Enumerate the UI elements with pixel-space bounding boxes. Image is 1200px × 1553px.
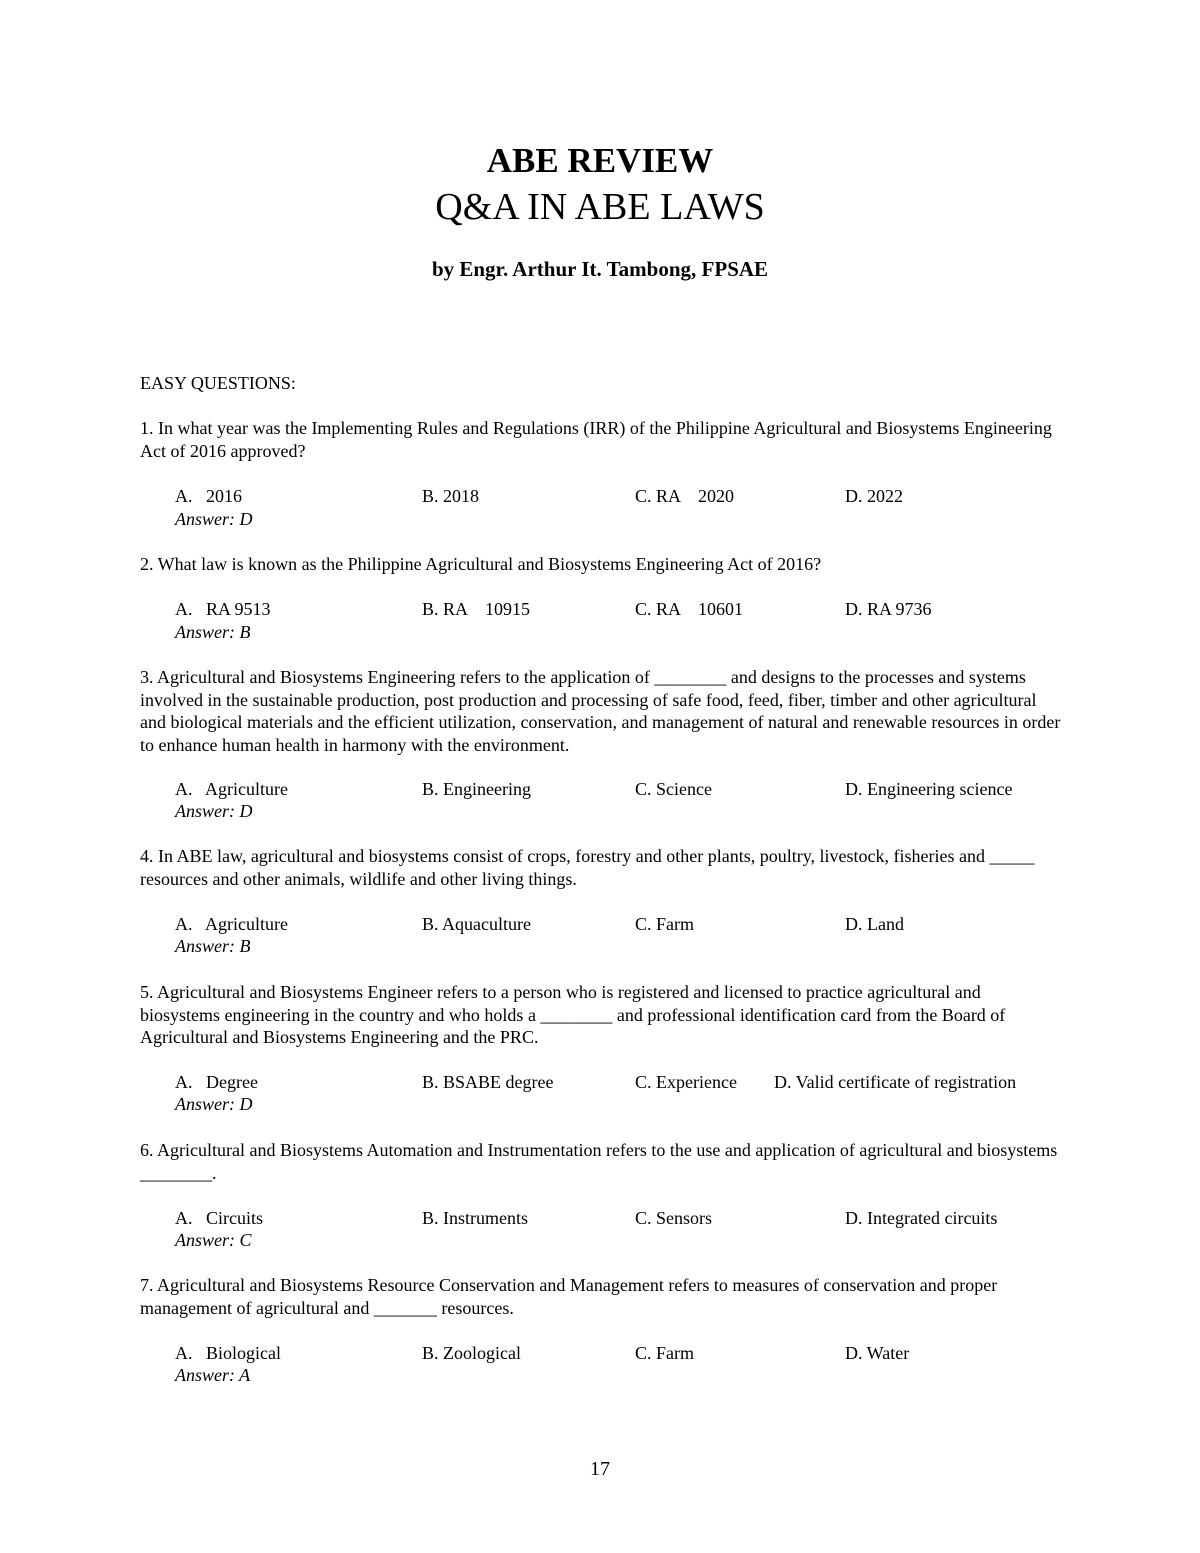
option-c: C. Farm bbox=[635, 1343, 695, 1363]
answer-options bbox=[175, 1070, 1075, 1094]
answer-options bbox=[175, 777, 1075, 801]
option-a: A. Agriculture bbox=[175, 914, 288, 934]
option-b: B. RA 10915 bbox=[422, 599, 531, 619]
section-heading: EASY QUESTIONS: bbox=[140, 373, 296, 393]
question-text: 5. Agricultural and Biosystems Engineer refers to a person who is registered and licensed to practice agricultural and biosystems engineering in the country and who holds a ________ and professional identification card from the Board of Agricultural and Biosystems Engineering and the PRC. bbox=[140, 982, 1006, 1047]
option-d: D. Valid certificate of registration bbox=[774, 1072, 1017, 1092]
answer-options bbox=[175, 597, 1075, 621]
option-c: C. Experience bbox=[635, 1072, 737, 1092]
answer-options bbox=[175, 484, 1075, 508]
option-d: D. Water bbox=[845, 1343, 910, 1363]
option-a: A. Circuits bbox=[175, 1208, 263, 1228]
option-c: C. Science bbox=[635, 779, 712, 799]
question-text: 6. Agricultural and Biosystems Automation and Instrumentation refers to the use and application of agricultural and biosystems ________. bbox=[140, 1140, 1058, 1183]
option-a: A. RA 9513 bbox=[175, 599, 271, 619]
option-a: A. Degree bbox=[175, 1072, 258, 1092]
document-subtitle: Q&A IN ABE LAWS bbox=[435, 186, 765, 228]
option-a: A. 2016 bbox=[175, 486, 242, 506]
option-b: B. Zoological bbox=[422, 1343, 521, 1363]
answer-key: Answer: C bbox=[175, 1230, 252, 1250]
question-text: 2. What law is known as the Philippine Agricultural and Biosystems Engineering Act of 2016? bbox=[140, 554, 822, 574]
option-c: C. RA 10601 bbox=[635, 599, 744, 619]
option-b: B. BSABE degree bbox=[422, 1072, 554, 1092]
option-b: B. Aquaculture bbox=[422, 914, 531, 934]
option-d: D. Engineering science bbox=[845, 779, 1013, 799]
answer-key: Answer: D bbox=[175, 801, 253, 821]
answer-key: Answer: D bbox=[175, 1094, 253, 1114]
option-d: D. RA 9736 bbox=[845, 599, 932, 619]
option-d: D. Land bbox=[845, 914, 904, 934]
question-text: 3. Agricultural and Biosystems Engineering refers to the application of ________ and designs to the processes and systems involved in the sustainable production, post production and processing of safe food, feed, fiber, timber and other agricultural and biological materials and the efficient utilization, conservation, and management of natural and renewable resources in order to enhance human health in harmony with the environment. bbox=[140, 667, 1061, 755]
answer-key: Answer: A bbox=[175, 1365, 251, 1385]
option-c: C. RA 2020 bbox=[635, 486, 735, 506]
document-title: ABE REVIEW bbox=[486, 141, 714, 180]
page-number: 17 bbox=[590, 1458, 610, 1480]
option-b: B. 2018 bbox=[422, 486, 480, 506]
question-text: 1. In what year was the Implementing Rules and Regulations (IRR) of the Philippine Agricultural and Biosystems Engineering Act of 2016 approved? bbox=[140, 418, 1052, 461]
option-c: C. Sensors bbox=[635, 1208, 713, 1228]
option-a: A. Biological bbox=[175, 1343, 281, 1363]
option-b: B. Engineering bbox=[422, 779, 531, 799]
option-c: C. Farm bbox=[635, 914, 695, 934]
answer-options bbox=[175, 1341, 1075, 1365]
answer-options bbox=[175, 912, 1075, 936]
option-a: A. Agriculture bbox=[175, 779, 288, 799]
option-b: B. Instruments bbox=[422, 1208, 528, 1228]
question-text: 7. Agricultural and Biosystems Resource Conservation and Management refers to measures of conservation and proper management of agricultural and _______ resources. bbox=[140, 1275, 998, 1318]
answer-key: Answer: B bbox=[175, 622, 251, 642]
answer-key: Answer: D bbox=[175, 509, 253, 529]
option-d: D. Integrated circuits bbox=[845, 1208, 998, 1228]
answer-options bbox=[175, 1206, 1075, 1230]
question-text: 4. In ABE law, agricultural and biosystems consist of crops, forestry and other plants, poultry, livestock, fisheries and _____ resources and other animals, wildlife and other living things. bbox=[140, 846, 1035, 889]
document-author: by Engr. Arthur It. Tambong, FPSAE bbox=[431, 257, 769, 281]
option-d: D. 2022 bbox=[845, 486, 903, 506]
answer-key: Answer: B bbox=[175, 936, 251, 956]
